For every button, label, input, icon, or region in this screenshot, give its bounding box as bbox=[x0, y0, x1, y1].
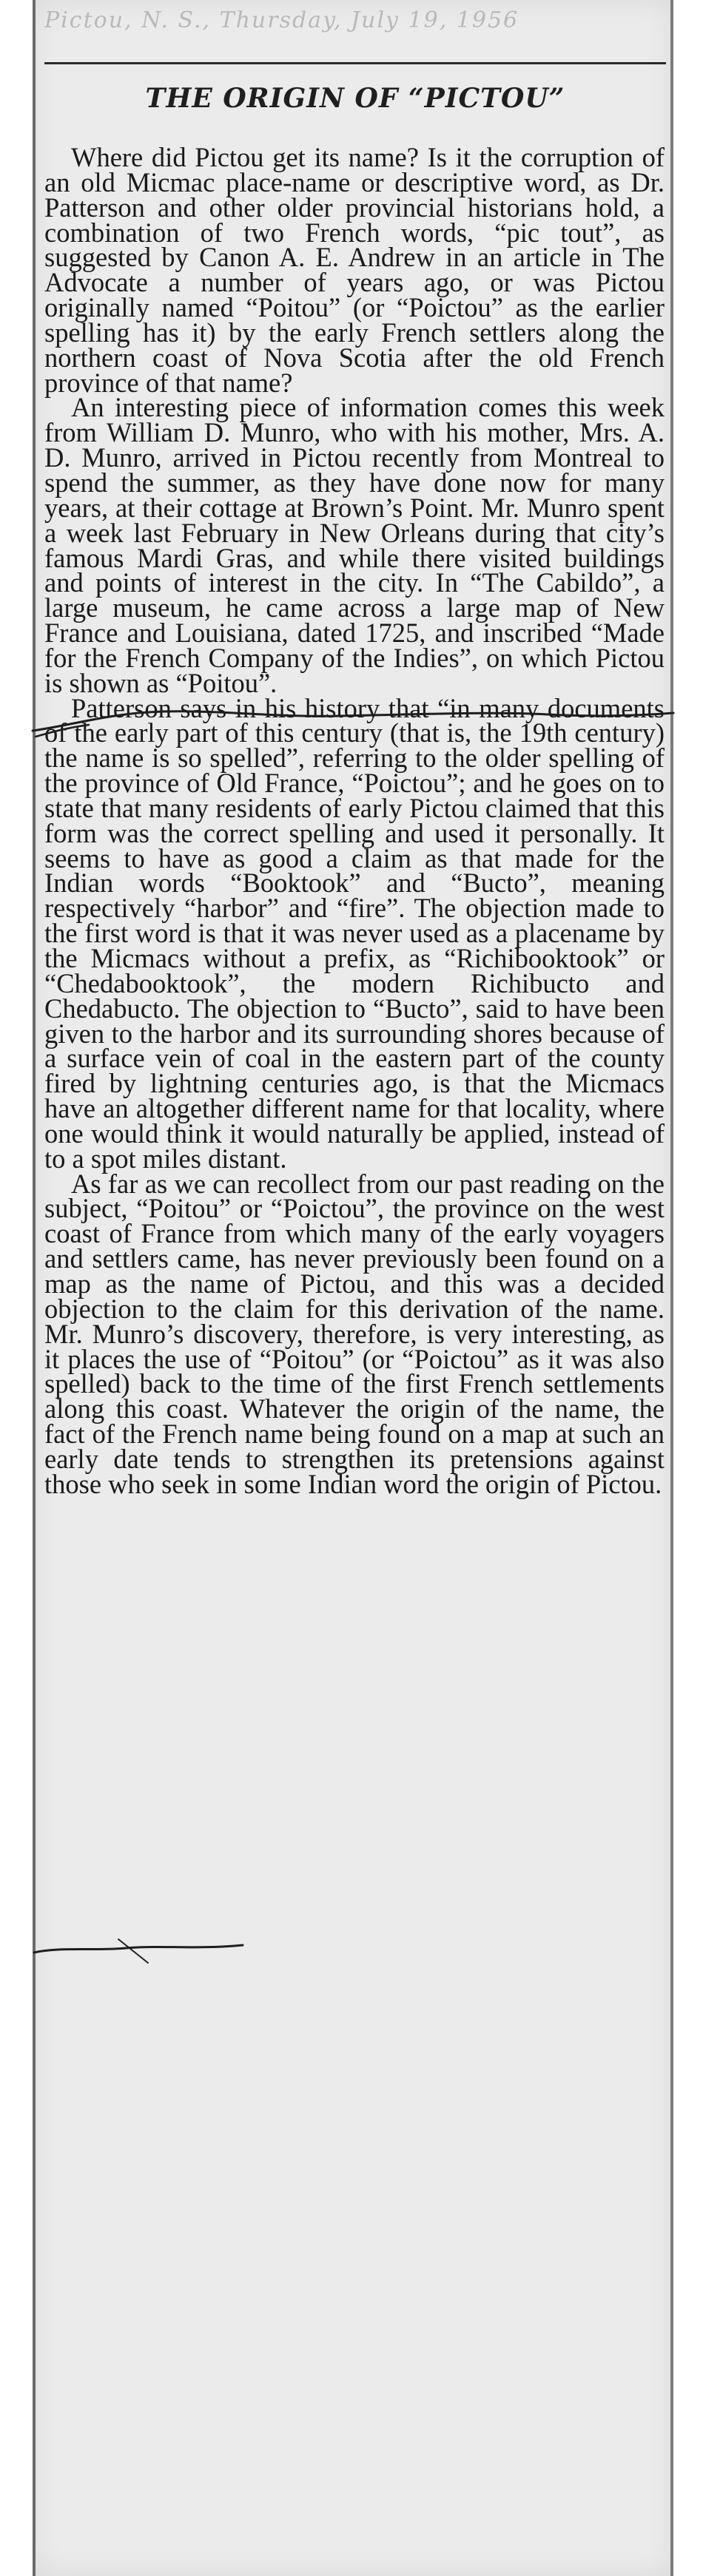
header-rule bbox=[44, 62, 666, 64]
article-body bbox=[44, 142, 665, 1499]
article-paragraph: Where did Pictou get its name? Is it the corruption of an old Micmac place-name or descriptive word, as Dr. Patterson and other older provincial historians hold, a combination of two French words, “pic tout”, as suggested by Canon A. E. Andrew in an article in The Advocate a number of years ago, or was Pictou originally named “Poitou” (or “Poictou” as the earlier spelling has it) by the early French settlers along the northern coast of Nova Scotia after the old French province of that name? bbox=[44, 142, 665, 398]
clipping-right-edge bbox=[670, 0, 673, 2576]
dateline: Pictou, N. S., Thursday, July 19, 1956 bbox=[44, 7, 519, 33]
clipping-left-edge bbox=[33, 0, 36, 2576]
article-paragraph: An interesting piece of information comes this week from William D. Munro, who with his mother, Mrs. A. D. Munro, arrived in Pictou recently from Montreal to spend the summer, as they have done now for many years, at their cottage at Brown’s Point. Mr. Munro spent a week last February in New Orleans during that city’s famous Mardi Gras, and while there visited buildings and points of interest in the city. In “The Cabildo”, a large museum, he came across a large map of New France and Louisiana, dated 1725, and inscribed “Made for the French Company of the Indies”, on which Pictou is shown as “Poitou”. bbox=[44, 392, 665, 698]
article-headline: THE ORIGIN OF “PICTOU” bbox=[145, 83, 565, 114]
article-paragraph: Patterson says in his history that “in many documents of the early part of this century (that is, the 19th century) the name is so spelled”, referring to the older spelling of the province of Old France, “Poictou”; and he goes on to state that many residents of early Pictou claimed that this form was the correct spelling and used it personally. It seems to have as good a claim as that made for the Indian words “Booktook” and “Bucto”, meaning respectively “harbor” and “fire”. The objection made to the first word is that it was never used as a placename by the Micmacs without a prefix, as “Richibooktook” or “Chedabooktook”, the modern Richibucto and Chedabucto. The objection to “Bucto”, said to have been given to the harbor and its surrounding shores because of a surface vein of coal in the eastern part of the county fired by lightning centuries ago, is that the Micmacs have an altogether different name for that locality, where one would think it would naturally be applied, instead of to a spot miles distant. bbox=[44, 692, 665, 1174]
article-paragraph: As far as we can recollect from our past reading on the subject, “Poitou” or “Poictou”, the province on the west coast of France from which many of the early voyagers and settlers came, has never previously been found on a map as the name of Pictou, and this was a decided objection to the claim for this derivation of the name. Mr. Munro’s discovery, therefore, is very interesting, as it places the use of “Poitou” (or “Poictou” as it was also spelled) back to the time of the first French settlements along this coast. Whatever the origin of the name, the fact of the French name being found on a map at such an early date tends to strengthen its pretensions against those who seek in some Indian word the origin of Pictou. bbox=[44, 1168, 665, 1499]
